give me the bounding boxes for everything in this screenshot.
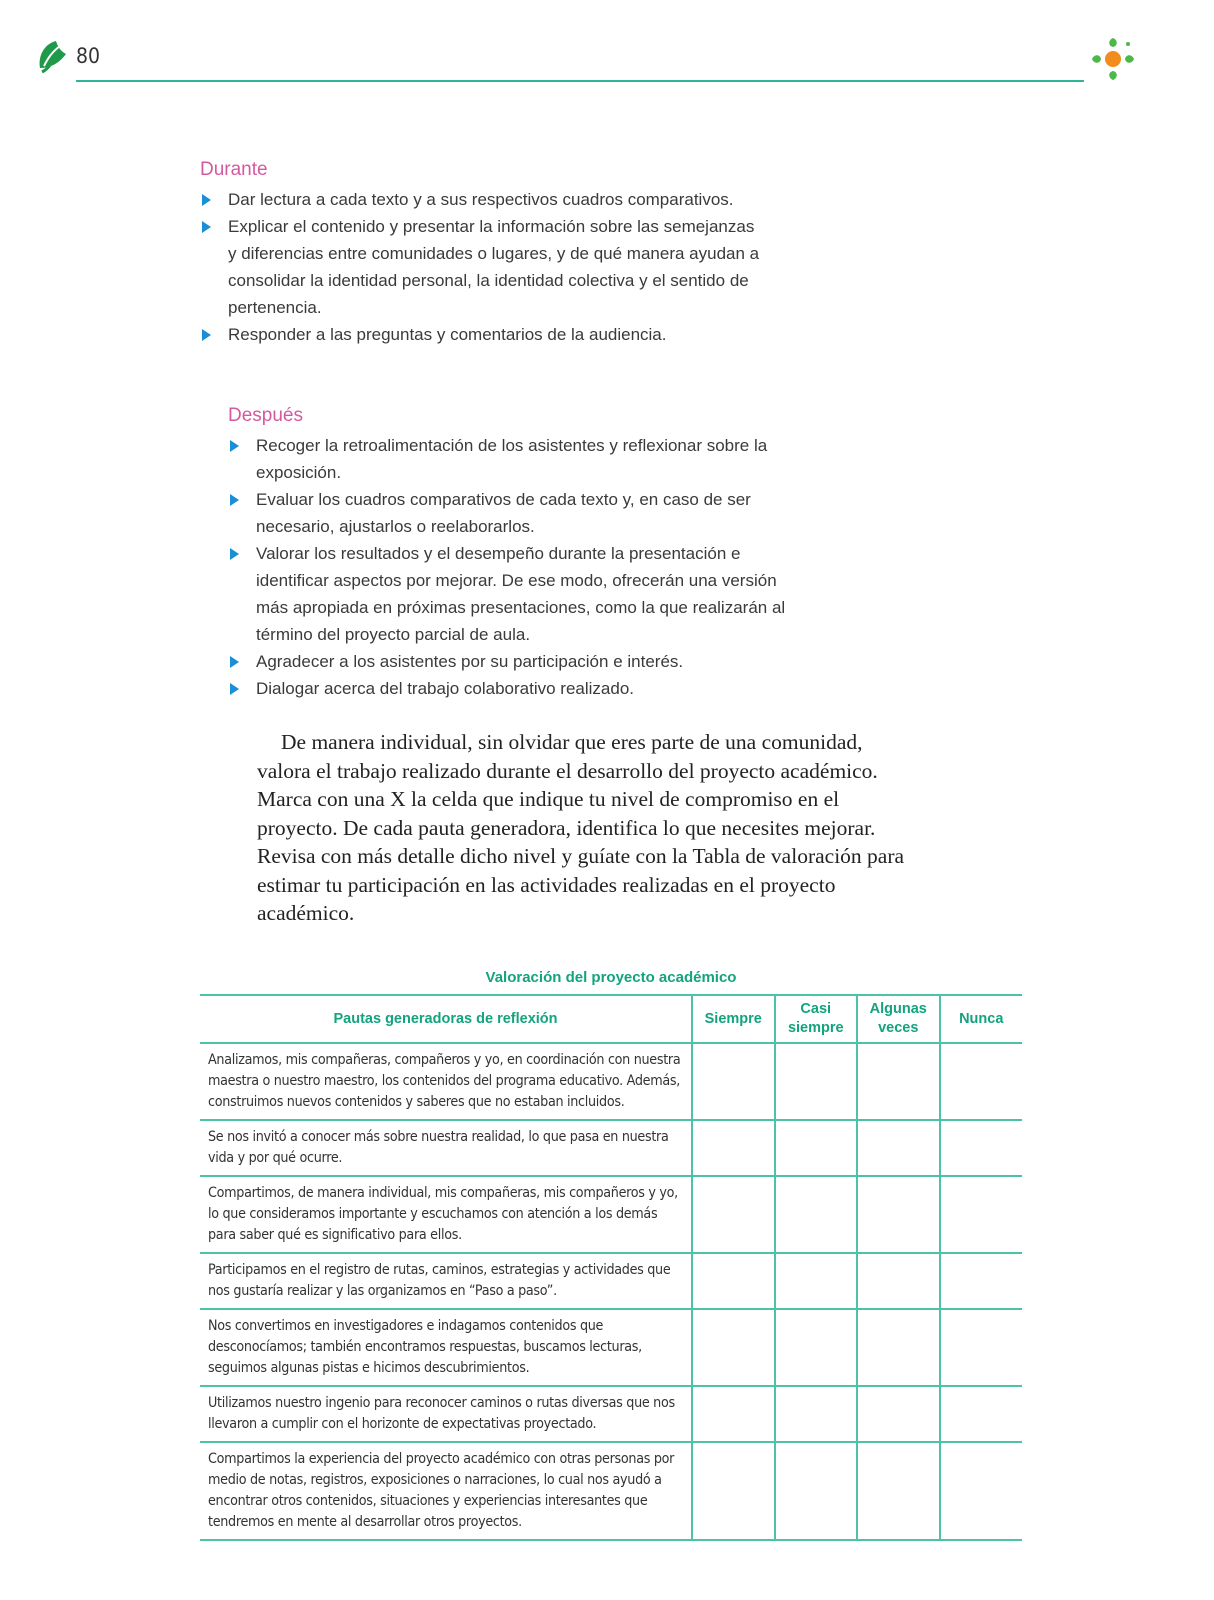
durante-section <box>200 158 760 348</box>
cell-algunas-veces[interactable] <box>857 1309 940 1386</box>
cell-casi-siempre[interactable] <box>775 1253 858 1309</box>
bullet-arrow-icon <box>230 656 239 668</box>
column-header-algunas-veces: Algunas veces <box>857 995 940 1043</box>
cell-siempre[interactable] <box>692 1253 775 1309</box>
cell-casi-siempre[interactable] <box>775 1309 858 1386</box>
instruction-paragraph: De manera individual, sin olvidar que eres parte de una comunidad, valora el trabajo realizado durante el desarrollo del proyecto académico. Marca con una X la celda que indique tu nivel de compromiso en el proyecto. De cada pauta generadora, identifica lo que necesites mejorar. Revisa con más detalle dicho nivel y guíate con la Tabla de valoración para estimar tu participación en las actividades realizadas en el proyecto académico. <box>257 730 905 925</box>
bullet-arrow-icon <box>230 494 239 506</box>
bullet-arrow-icon <box>230 548 239 560</box>
list-item: Recoger la retroalimentación de los asistentes y reflexionar sobre la exposición. <box>228 432 808 486</box>
cell-algunas-veces[interactable] <box>857 1386 940 1442</box>
cell-siempre[interactable] <box>692 1309 775 1386</box>
list-item: Dar lectura a cada texto y a sus respectivos cuadros comparativos. <box>200 186 760 213</box>
list-item: Agradecer a los asistentes por su participación e interés. <box>228 648 808 675</box>
durante-list <box>200 186 760 348</box>
cell-casi-siempre[interactable] <box>775 1043 858 1120</box>
list-item: Explicar el contenido y presentar la información sobre las semejanzas y diferencias entre comunidades o lugares, y de qué manera ayudan a consolidar la identidad personal, la identidad colectiva y el sentido de pertenencia. <box>200 213 760 321</box>
bullet-arrow-icon <box>230 440 239 452</box>
despues-section <box>228 404 808 702</box>
page-header <box>0 0 1214 100</box>
column-header-pautas: Pautas generadoras de reflexión <box>200 995 692 1043</box>
cell-nunca[interactable] <box>940 1309 1023 1386</box>
cell-nunca[interactable] <box>940 1176 1023 1253</box>
row-prompt: Analizamos, mis compañeras, compañeros y yo, en coordinación con nuestra maestra o nuestro maestro, los contenidos del programa educativo. Además, construimos nuevos contenidos y saberes que no estaban incluidos. <box>200 1043 692 1120</box>
cell-siempre[interactable] <box>692 1442 775 1540</box>
row-prompt: Nos convertimos en investigadores e indagamos contenidos que desconocíamos; también encontramos respuestas, buscamos lecturas, seguimos algunas pistas e hicimos descubrimientos. <box>200 1309 692 1386</box>
bullet-arrow-icon <box>202 329 211 341</box>
cell-casi-siempre[interactable] <box>775 1386 858 1442</box>
column-header-siempre: Siempre <box>692 995 775 1043</box>
cell-siempre[interactable] <box>692 1120 775 1176</box>
list-item: Responder a las preguntas y comentarios de la audiencia. <box>200 321 760 348</box>
cell-casi-siempre[interactable] <box>775 1176 858 1253</box>
cell-siempre[interactable] <box>692 1176 775 1253</box>
bullet-arrow-icon <box>202 221 211 233</box>
column-header-nunca: Nunca <box>940 995 1023 1043</box>
cell-algunas-veces[interactable] <box>857 1253 940 1309</box>
leaf-logo-icon <box>36 38 68 74</box>
bullet-arrow-icon <box>230 683 239 695</box>
bullet-arrow-icon <box>202 194 211 206</box>
row-prompt: Compartimos, de manera individual, mis compañeras, mis compañeros y yo, lo que consideramos importante y escuchamos con atención a los demás para saber qué es significativo para ellos. <box>200 1176 692 1253</box>
flower-logo-icon <box>1086 34 1142 86</box>
cell-casi-siempre[interactable] <box>775 1120 858 1176</box>
list-item: Valorar los resultados y el desempeño durante la presentación e identificar aspectos por mejorar. De ese modo, ofrecerán una versión más apropiada en próximas presentaciones, como la que realizarán al término del proyecto parcial de aula. <box>228 540 808 648</box>
cell-siempre[interactable] <box>692 1043 775 1120</box>
cell-casi-siempre[interactable] <box>775 1442 858 1540</box>
cell-nunca[interactable] <box>940 1253 1023 1309</box>
table-row <box>200 1253 1022 1309</box>
cell-algunas-veces[interactable] <box>857 1176 940 1253</box>
cell-siempre[interactable] <box>692 1386 775 1442</box>
cell-algunas-veces[interactable] <box>857 1043 940 1120</box>
table-row <box>200 1176 1022 1253</box>
cell-algunas-veces[interactable] <box>857 1442 940 1540</box>
list-item: Dialogar acerca del trabajo colaborativo realizado. <box>228 675 808 702</box>
row-prompt: Utilizamos nuestro ingenio para reconocer caminos o rutas diversas que nos llevaron a cumplir con el horizonte de expectativas proyectado. <box>200 1386 692 1442</box>
cell-algunas-veces[interactable] <box>857 1120 940 1176</box>
table-caption: Valoración del proyecto académico <box>485 969 737 986</box>
table-header-row <box>200 995 1022 1043</box>
despues-list <box>228 432 808 702</box>
cell-nunca[interactable] <box>940 1043 1023 1120</box>
table-row <box>200 1309 1022 1386</box>
cell-nunca[interactable] <box>940 1442 1023 1540</box>
row-prompt: Participamos en el registro de rutas, caminos, estrategias y actividades que nos gustaría realizar y las organizamos en “Paso a paso”. <box>200 1253 692 1309</box>
header-divider <box>76 80 1084 82</box>
column-header-casi-siempre: Casi siempre <box>775 995 858 1043</box>
table-row <box>200 1120 1022 1176</box>
cell-nunca[interactable] <box>940 1120 1023 1176</box>
table-row <box>200 1442 1022 1540</box>
table-row <box>200 1043 1022 1120</box>
despues-title: Después <box>228 405 303 426</box>
cell-nunca[interactable] <box>940 1386 1023 1442</box>
page-number: 80 <box>76 44 101 68</box>
table-row <box>200 1386 1022 1442</box>
row-prompt: Se nos invitó a conocer más sobre nuestra realidad, lo que pasa en nuestra vida y por qué ocurre. <box>200 1120 692 1176</box>
evaluation-table <box>200 994 1022 1541</box>
row-prompt: Compartimos la experiencia del proyecto académico con otras personas por medio de notas, registros, exposiciones o narraciones, lo cual nos ayudó a encontrar otros contenidos, situaciones y experiencias interesantes que tendremos en mente al desarrollar otros proyectos. <box>200 1442 692 1540</box>
durante-title: Durante <box>200 159 268 180</box>
list-item: Evaluar los cuadros comparativos de cada texto y, en caso de ser necesario, ajustarlos o reelaborarlos. <box>228 486 808 540</box>
